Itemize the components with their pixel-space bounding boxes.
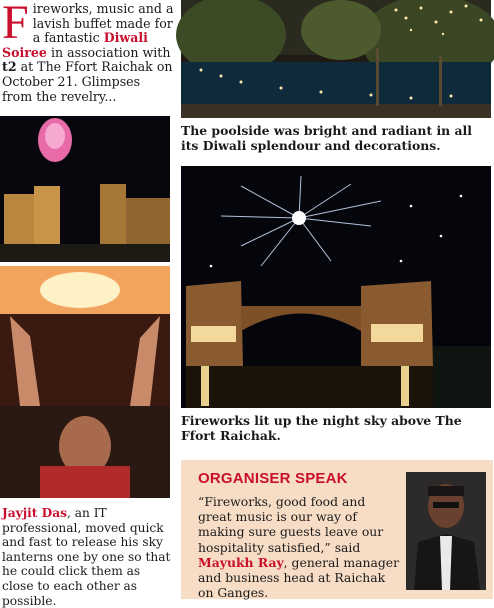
lantern-person-name: Jayjit Das: [2, 506, 67, 520]
intro-text-2: in association with: [46, 44, 171, 60]
intro-text-3: at The Ffort Raichak on October 21. Glimpses from the revelry...: [2, 59, 173, 104]
lantern-caption-text: , an IT professional, moved quick and fast to release his sky lanterns one by one so that he could click them as close to each other as possible.: [2, 506, 171, 608]
organiser-portrait-photo: [406, 472, 486, 590]
organiser-quote: [198, 494, 402, 600]
intro-text-1: ireworks, music and a lavish buffet made for a fantastic: [32, 1, 174, 46]
sky-lantern-photo: [0, 266, 170, 498]
fireworks-photo: [181, 166, 491, 408]
intro-paragraph: [2, 2, 174, 104]
lantern-caption: [2, 506, 172, 608]
organiser-quote-text-1: “Fireworks, good food and great music is our way of making sure guests leave our hospitality satisfied,” said: [198, 494, 384, 555]
event-name: Diwali Soiree: [2, 30, 148, 60]
poolside-caption: The poolside was bright and radiant in all its Diwali splendour and decorations.: [181, 123, 472, 153]
drop-cap: F: [2, 0, 29, 49]
organiser-speaker-name: Mayukh Ray: [198, 554, 284, 570]
organiser-quote-text-2: , general manager and business head at Raichak on Ganges.: [198, 554, 400, 601]
poolside-photo: [181, 0, 491, 118]
brand-name: t2: [2, 59, 17, 75]
organiser-heading: ORGANISER SPEAK: [198, 470, 348, 487]
fireworks-caption: Fireworks lit up the night sky above The Ffort Raichak.: [181, 413, 462, 443]
fort-lantern-photo: [0, 116, 170, 262]
